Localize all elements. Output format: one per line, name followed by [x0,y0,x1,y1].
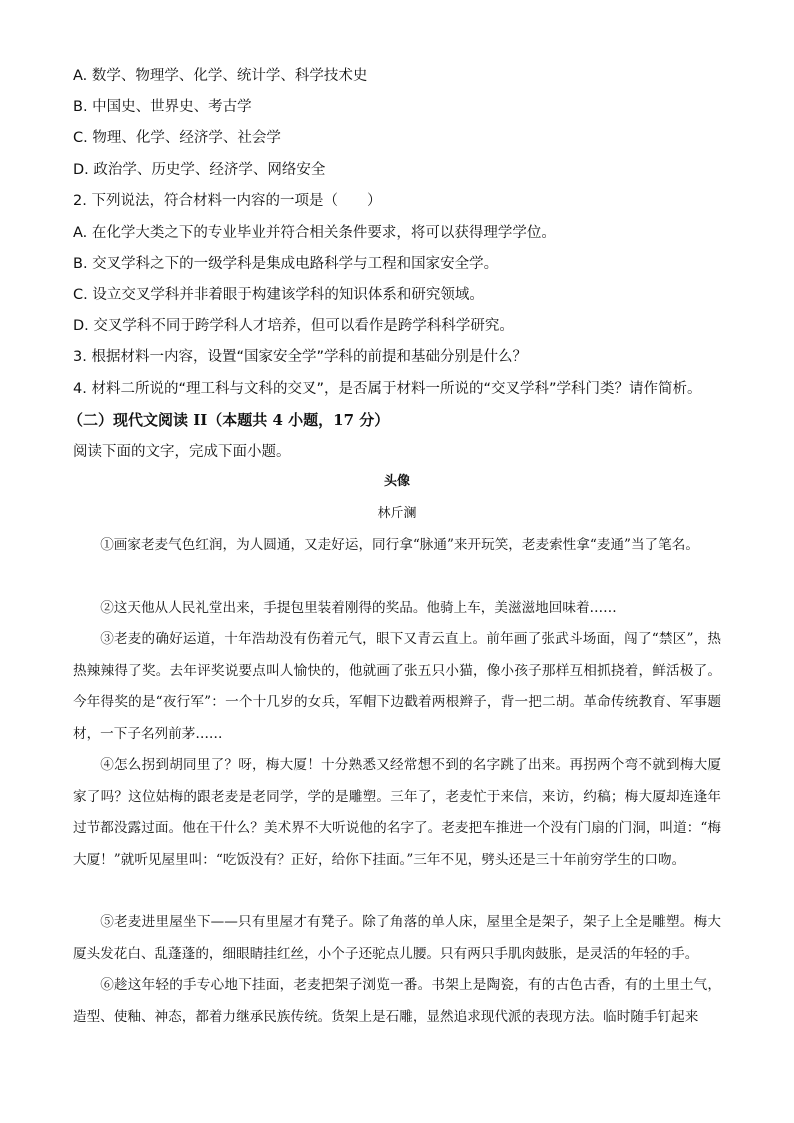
story-title: 头像 [383,474,410,489]
story-paragraph-4: ④怎么拐到胡同里了？呀，梅大厦！十分熟悉又经常想不到的名字跳了出来。再拐两个弯不就到梅大厦家了吗？这位姑梅的跟老麦是老同学，学的是雕塑。三年了，老麦忙于来信，来访，约稿；梅大厦却连逢年过节都没露过面。他在干什么？美术界不大听说他的名字了。老麦把车推进一个没有门扇的门洞，叫道：“梅大厦！”就听见屋里叫：“吃饭没有？正好，给你下挂面。”三年不见，劈头还是三十年前穷学生的口吻。 [73,757,721,868]
q2-option-c: C. 设立交叉学科并非着眼于构建该学科的知识体系和研究领域。 [73,287,484,303]
section-instruction: 阅读下面的文字，完成下面小题。 [73,444,291,460]
story-paragraph-6: ⑥趁这年轻的手专心地下挂面，老麦把架子浏览一番。书架上是陶瓷，有的古色古香，有的土里土气，造型、使釉、神态，都着力继承民族传统。货架上是石雕，显然追求现代派的表现方法。临时随手钉起来 [73,977,721,1025]
q2-option-a: A. 在化学大类之下的专业毕业并符合相关条件要求，将可以获得理学学位。 [73,225,556,241]
story-paragraph-1: ①画家老麦气色红润，为人圆通，又走好运，同行拿“脉通”来开玩笑，老麦索性拿“麦通”当了笔名。 [100,537,699,553]
story-paragraph-5: ⑤老麦进里屋坐下——只有里屋才有凳子。除了角落的单人床，屋里全是架子，架子上全是雕塑。梅大厦头发花白、乱蓬蓬的，细眼睛挂红丝，小个子还驼点儿腰。只有两只手肌肉鼓胀，是灵活的年轻的手。 [73,914,721,962]
q2-option-d: D. 交叉学科不同于跨学科人才培养，但可以看作是跨学科科学研究。 [73,318,514,334]
question-3: 3. 根据材料一内容，设置“国家安全学”学科的前提和基础分别是什么？ [73,349,527,365]
story-paragraph-3: ③老麦的确好运道，十年浩劫没有伤着元气，眼下又青云直上。前年画了张武斗场面，闯了“禁区”，热热辣辣得了奖。去年评奖说要点叫人愉快的，他就画了张五只小猫，像小孩子那样互相抓挠着，鲜活极了。今年得奖的是“夜行军”：一个十几岁的女兵，军帽下边戳着两根辫子，背一把二胡。革命传统教育、军事题材，一下子名列前茅…… [73,631,721,742]
story-paragraph-2: ②这天他从人民礼堂出来，手提包里装着刚得的奖品。他骑上车，美滋滋地回味着…… [100,600,617,616]
q1-option-a: A. 数学、物理学、化学、统计学、科学技术史 [73,68,368,84]
story-author: 林斤澜 [377,506,417,521]
question-4: 4. 材料二所说的“理工科与文科的交叉”，是否属于材料一所说的“交叉学科”学科门类？请作简析。 [73,381,702,397]
section-heading: （二）现代文阅读 II（本题共 4 小题，17 分） [68,411,390,429]
q1-option-d: D. 政治学、历史学、经济学、网络安全 [73,162,326,178]
q1-option-b: B. 中国史、世界史、考古学 [73,99,252,115]
q1-option-c: C. 物理、化学、经济学、社会学 [73,130,281,146]
q2-option-b: B. 交叉学科之下的一级学科是集成电路科学与工程和国家安全学。 [73,256,499,272]
q2-stem: 2. 下列说法，符合材料一内容的一项是（ ） [73,193,382,209]
